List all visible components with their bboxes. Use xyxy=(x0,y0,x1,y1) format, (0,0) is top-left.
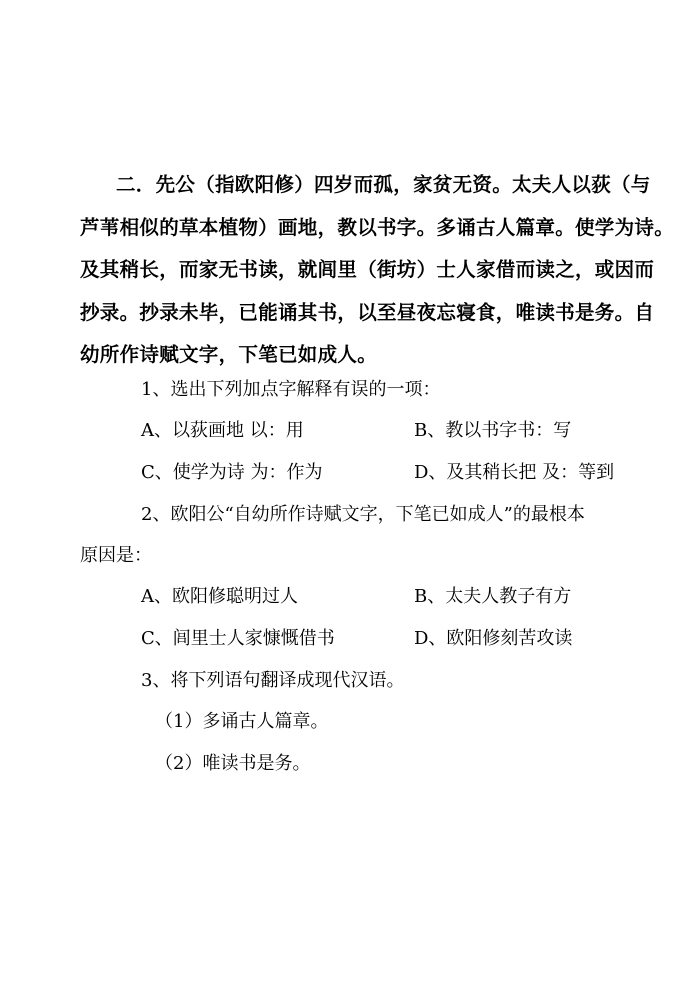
question-3-item-1: （1）多诵古人篇章。 xyxy=(155,711,329,732)
question-2-stem-cont: 原因是： xyxy=(80,545,152,566)
question-1-option-a: A、以荻画地 以：用 xyxy=(141,420,304,441)
question-3-stem: 3、将下列语句翻译成现代汉语。 xyxy=(141,670,405,691)
question-2-option-b: B、太夫人教子有方 xyxy=(414,586,572,607)
question-3-item-2: （2）唯读书是务。 xyxy=(155,753,311,774)
question-1-stem: 1、选出下列加点字解释有误的一项： xyxy=(141,379,441,400)
question-2-option-d: D、欧阳修刻苦攻读 xyxy=(414,628,573,649)
question-1-option-d: D、及其稍长把 及：等到 xyxy=(414,462,615,483)
passage-line: 及其稍长，而家无书读，就闾里（街坊）士人家借而读之，或因而 xyxy=(80,258,655,281)
question-2-option-c: C、闾里士人家慷慨借书 xyxy=(141,628,335,649)
question-2-option-a: A、欧阳修聪明过人 xyxy=(141,586,298,607)
passage-line: 芦苇相似的草本植物）画地，教以书字。多诵古人篇章。使学为诗。 xyxy=(80,215,675,239)
question-1-option-c: C、使学为诗 为：作为 xyxy=(141,462,323,483)
question-2-stem: 2、欧阳公“自幼所作诗赋文字，下笔已如成人”的最根本 xyxy=(141,504,585,525)
passage-line: 二．先公（指欧阳修）四岁而孤，家贫无资。太夫人以荻（与 xyxy=(116,173,651,196)
passage-line: 幼所作诗赋文字，下笔已如成人。 xyxy=(80,343,378,366)
passage-line: 抄录。抄录未毕，已能诵其书，以至昼夜忘寝食，唯读书是务。自 xyxy=(80,300,655,324)
question-1-option-b: B、教以书字书：写 xyxy=(414,420,572,441)
passage-text xyxy=(80,164,675,377)
